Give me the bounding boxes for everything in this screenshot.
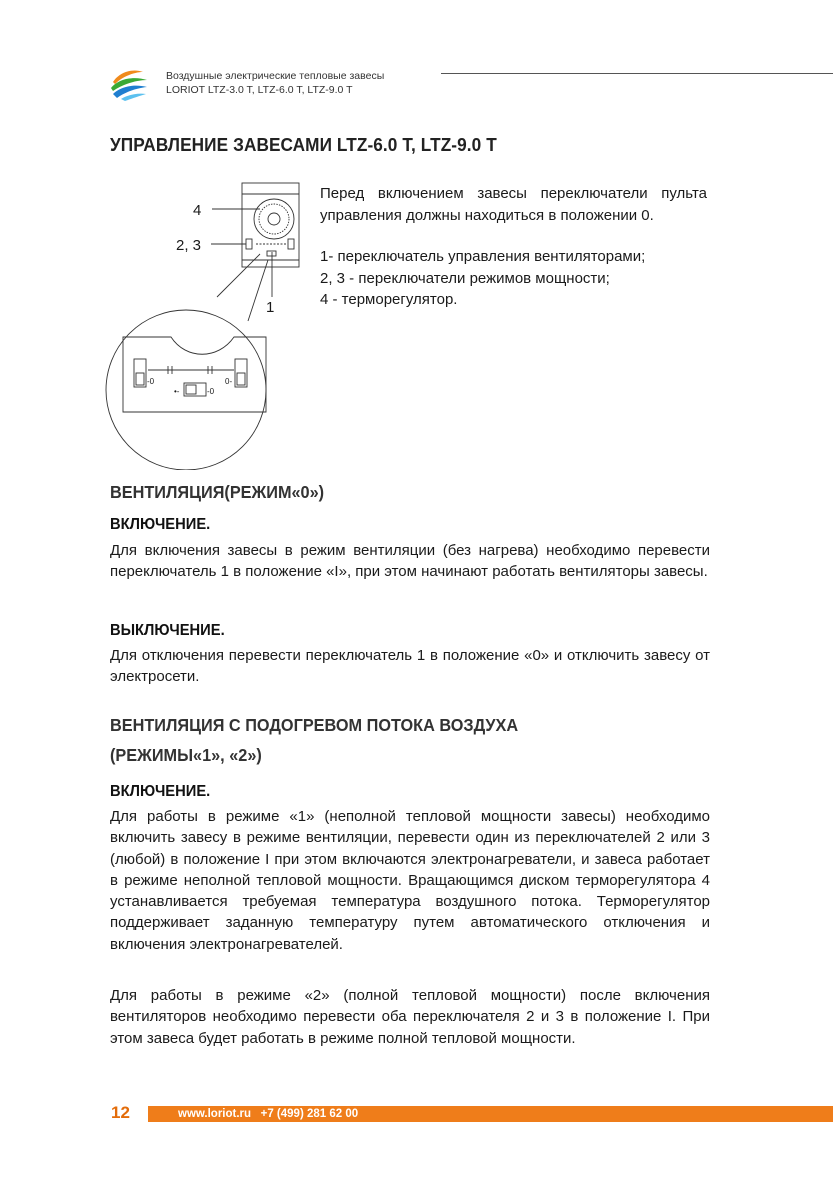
loriot-logo (109, 68, 149, 102)
heating-heading: ВЕНТИЛЯЦИЯ С ПОДОГРЕВОМ ПОТОКА ВОЗДУХА (110, 715, 519, 735)
footer-contact: www.loriot.ru +7 (499) 281 62 00 (178, 1108, 359, 1120)
header-text (166, 69, 384, 97)
legend-item-4: 4 - терморегулятор. (320, 291, 458, 308)
footer-bar (148, 1106, 833, 1122)
zoom-center-left-mark: •- (174, 387, 180, 396)
ventilation-on-heading: ВКЛЮЧЕНИЕ. (110, 516, 211, 533)
legend-item-2-3: 2, 3 - переключатели режимов мощности; (320, 269, 610, 287)
page-number: 12 (111, 1103, 130, 1122)
zoom-center-right-mark: -0 (207, 387, 215, 396)
ventilation-on-text: Для включения завесы в режим вентиляции (без нагрева) необходимо перевести переключатель 1 в положение «I», при этом начинают работать вентиляторы завесы. (110, 542, 710, 581)
ventilation-off-text: Для отключения перевести переключатель 1 в положение «0» и отключить завесу от электросети. (110, 647, 710, 686)
header-rule (441, 73, 833, 74)
heating-mode2-text: Для работы в режиме «2» (полной тепловой мощности) после включения вентиляторов необходимо перевести оба переключателя 2 и 3 в положение I. При этом завеса будет работать в режиме полной тепловой мощности. (110, 987, 710, 1047)
heating-heading-modes: (РЕЖИМЫ«1», «2») (110, 745, 262, 765)
page-title: УПРАВЛЕНИЕ ЗАВЕСАМИ LTZ-6.0 T, LTZ-9.0 T (110, 134, 497, 155)
heating-mode1-text: Для работы в режиме «1» (неполной тепловой мощности завесы) необходимо включить завесу в режиме вентиляции, перевести один из переключателей 2 или 3 (любой) в положение I при этом включаются электронагреватели, и завеса работает в режиме неполной тепловой мощности. Вращающимся диском терморегулятора 4 устанавливается требуемая температура воздушного потока. Терморегулятор поддерживает заданную температуру путем автоматического отключения и включения электронагревателей. (110, 808, 710, 953)
label-1: 1 (266, 299, 275, 316)
intro-block (320, 183, 707, 311)
zoom-right-mark: 0- (225, 377, 233, 386)
label-4: 4 (193, 202, 202, 219)
zoom-left-mark: -0 (147, 377, 155, 386)
ventilation-off-heading: ВЫКЛЮЧЕНИЕ. (110, 622, 225, 639)
header-line-1: Воздушные электрические тепловые завесы (166, 70, 385, 82)
control-panel-diagram (100, 180, 320, 470)
footer (0, 1104, 833, 1122)
heating-on-heading: ВКЛЮЧЕНИЕ. (110, 783, 211, 800)
header-line-2: LORIOT LTZ-3.0 T, LTZ-6.0 T, LTZ-9.0 T (166, 84, 353, 96)
label-2-3: 2, 3 (176, 237, 202, 254)
ventilation-heading: ВЕНТИЛЯЦИЯ(РЕЖИМ«0») (110, 482, 325, 502)
legend-item-1: 1- переключатель управления вентиляторами; (320, 248, 646, 265)
intro-paragraph: Перед включением завесы переключатели пульта управления должны находиться в положении 0. (320, 185, 707, 224)
